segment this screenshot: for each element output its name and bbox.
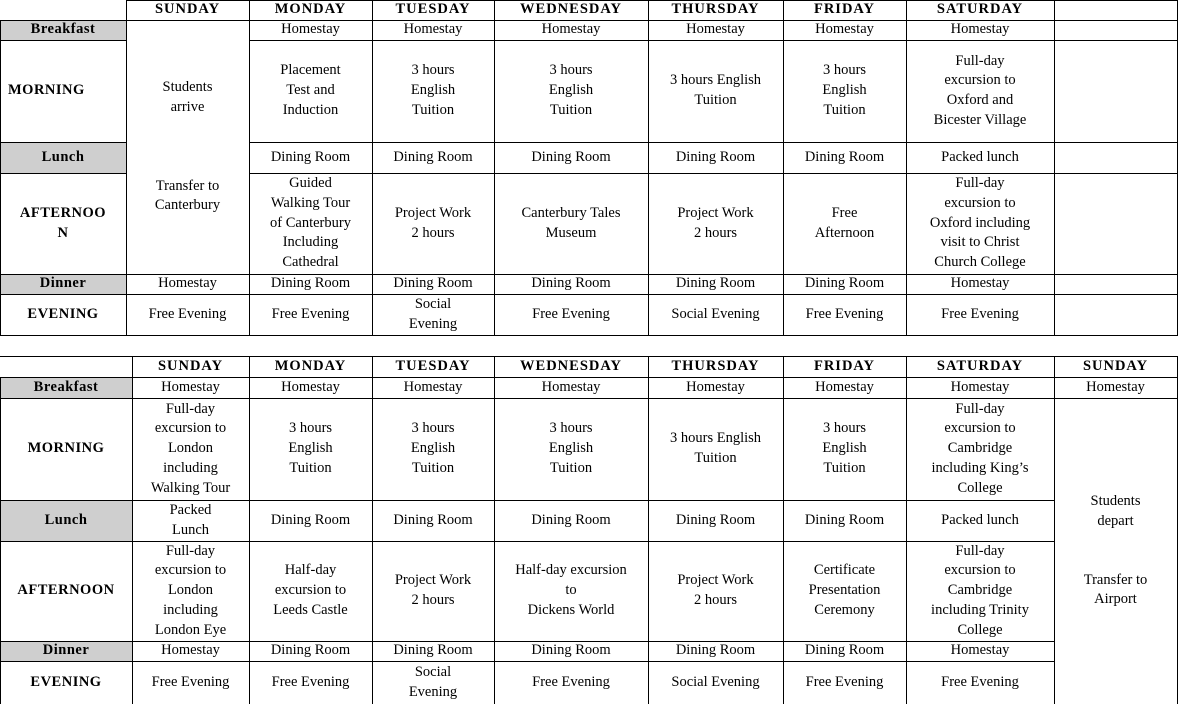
grid-line — [0, 377, 1, 704]
week1-lunch-monday: Dining Room — [270, 148, 351, 165]
week2-breakfast-saturday: Homestay — [950, 378, 1010, 395]
week2-afternoon-friday: Certificate Presentation Ceremony — [808, 562, 881, 618]
week2-morning-thursday: 3 hours English Tuition — [669, 430, 762, 466]
week1-evening-wednesday: Free Evening — [532, 305, 610, 322]
grid-line — [783, 356, 784, 704]
week2-lunch-friday: Dining Room — [804, 511, 885, 528]
grid-line — [132, 356, 133, 704]
grid-line — [372, 0, 373, 336]
week2-breakfast-tuesday: Homestay — [403, 378, 463, 395]
week1-morning-saturday: Full-day excursion to Oxford and Bicester Village — [933, 52, 1027, 128]
week2-label-afternoon: AFTERNOON — [17, 582, 115, 599]
week1-lunch-tuesday: Dining Room — [393, 148, 473, 165]
week1-lunch-thursday: Dining Room — [675, 148, 756, 165]
grid-line — [0, 142, 127, 143]
week1-breakfast-saturday: Homestay — [950, 21, 1010, 38]
week2-lunch-tuesday: Dining Room — [393, 511, 473, 528]
week2-lunch-thursday: Dining Room — [675, 511, 756, 528]
week1-breakfast-monday: Homestay — [281, 21, 340, 38]
grid-line — [249, 40, 1178, 41]
week1-breakfast-tuesday: Homestay — [403, 21, 463, 38]
week1-morning-friday: 3 hours English Tuition — [822, 62, 867, 118]
grid-line — [0, 641, 1055, 642]
week1-afternoon-thursday: Project Work 2 hours — [677, 204, 754, 241]
week1-lunch-wednesday: Dining Room — [531, 148, 611, 165]
week2-morning-tuesday: 3 hours English Tuition — [410, 420, 456, 476]
week1-header-tuesday: TUESDAY — [395, 1, 471, 18]
week2-breakfast-sunday-2: Homestay — [1086, 378, 1145, 395]
grid-line — [648, 0, 649, 336]
week1-evening-thursday: Social Evening — [671, 305, 760, 322]
week2-dinner-friday: Dining Room — [804, 642, 885, 659]
week2-dinner-sunday: Homestay — [161, 642, 220, 659]
week2-header-sunday-2: SUNDAY — [1082, 357, 1149, 374]
week1-dinner-tuesday: Dining Room — [393, 275, 473, 292]
grid-line — [494, 356, 495, 704]
week2-lunch-monday: Dining Room — [270, 511, 351, 528]
grid-line — [648, 356, 649, 704]
week1-breakfast-wednesday: Homestay — [541, 21, 601, 38]
grid-line — [0, 40, 127, 41]
week2-breakfast-friday: Homestay — [815, 378, 874, 395]
week2-header-monday: MONDAY — [274, 357, 347, 374]
week2-breakfast-sunday: Homestay — [161, 378, 220, 395]
week1-dinner-wednesday: Dining Room — [531, 275, 611, 292]
week1-dinner-sunday: Homestay — [158, 275, 217, 292]
week2-dinner-saturday: Homestay — [950, 642, 1010, 659]
week1-header-thursday: THURSDAY — [671, 1, 760, 18]
week2-sunday-departure: Students depart Transfer to Airport — [1083, 492, 1148, 608]
grid-line — [0, 274, 1178, 275]
week2-header-friday: FRIDAY — [813, 357, 876, 374]
week1-morning-tuesday: 3 hours English Tuition — [410, 62, 456, 118]
week1-lunch-saturday: Packed lunch — [941, 148, 1019, 165]
grid-line — [132, 356, 1178, 357]
grid-line — [249, 142, 1178, 143]
grid-line — [0, 20, 1, 336]
week1-evening-monday: Free Evening — [271, 305, 350, 322]
week2-morning-wednesday: 3 hours English Tuition — [548, 420, 594, 476]
grid-line — [0, 335, 1178, 336]
grid-line — [906, 0, 907, 336]
grid-line — [0, 500, 1055, 501]
week2-morning-friday: 3 hours English Tuition — [822, 420, 867, 476]
week1-evening-sunday: Free Evening — [148, 305, 227, 322]
week1-evening-tuesday: Social Evening — [408, 295, 458, 332]
week2-evening-tuesday: Social Evening — [408, 663, 458, 700]
grid-line — [372, 356, 373, 704]
week2-lunch-saturday: Packed lunch — [941, 511, 1019, 528]
week1-label-dinner: Dinner — [0, 274, 126, 294]
grid-line — [0, 294, 1178, 295]
week2-evening-saturday: Free Evening — [941, 673, 1019, 690]
grid-line — [0, 20, 1178, 21]
week2-dinner-tuesday: Dining Room — [393, 642, 473, 659]
week1-header-friday: FRIDAY — [813, 1, 876, 18]
week1-afternoon-tuesday: Project Work 2 hours — [394, 204, 472, 241]
grid-line — [126, 0, 127, 336]
grid-line — [0, 356, 133, 357]
grid-line — [783, 0, 784, 336]
week2-header-saturday: SATURDAY — [936, 357, 1024, 374]
week1-header-monday: MONDAY — [274, 1, 347, 18]
week2-breakfast-thursday: Homestay — [686, 378, 745, 395]
week2-dinner-thursday: Dining Room — [675, 642, 756, 659]
grid-line — [0, 661, 1055, 662]
week2-lunch-wednesday: Dining Room — [531, 511, 611, 528]
week1-afternoon-friday: Free Afternoon — [814, 204, 875, 241]
week1-header-saturday: SATURDAY — [936, 1, 1024, 18]
week1-label-lunch: Lunch — [0, 142, 126, 173]
week1-afternoon-wednesday: Canterbury Tales Museum — [521, 204, 621, 241]
week2-evening-friday: Free Evening — [805, 673, 884, 690]
week2-label-dinner: Dinner — [0, 641, 132, 661]
week2-evening-sunday: Free Evening — [151, 673, 230, 690]
week1-lunch-friday: Dining Room — [804, 148, 885, 165]
week1-evening-saturday: Free Evening — [941, 305, 1019, 322]
week2-label-evening: EVENING — [30, 673, 102, 690]
grid-line — [249, 356, 250, 704]
grid-line — [126, 0, 1178, 1]
week1-sunday-arrival: Students arrive Transfer to Canterbury — [154, 79, 221, 214]
week2-evening-wednesday: Free Evening — [532, 673, 610, 690]
week2-morning-monday: 3 hours English Tuition — [288, 420, 333, 476]
week1-dinner-monday: Dining Room — [270, 275, 351, 292]
week2-label-lunch: Lunch — [0, 500, 132, 541]
week1-dinner-thursday: Dining Room — [675, 275, 756, 292]
week1-label-afternoon: AFTERNOO N — [19, 204, 107, 241]
week1-morning-wednesday: 3 hours English Tuition — [548, 62, 594, 118]
week2-morning-saturday: Full-day excursion to Cambridge including King’s College — [931, 400, 1029, 496]
week1-morning-thursday: 3 hours English Tuition — [669, 72, 762, 108]
week1-afternoon-monday: Guided Walking Tour of Canterbury Including Cathedral — [270, 175, 351, 271]
week1-afternoon-saturday: Full-day excursion to Oxford including visit to Christ Church College — [929, 175, 1031, 271]
week2-evening-monday: Free Evening — [271, 673, 350, 690]
grid-line — [0, 173, 127, 174]
week1-dinner-saturday: Homestay — [950, 275, 1010, 292]
week1-header-sunday: SUNDAY — [154, 1, 221, 18]
week1-breakfast-friday: Homestay — [815, 21, 874, 38]
week1-header-wednesday: WEDNESDAY — [520, 1, 622, 18]
grid-line — [0, 541, 1055, 542]
week2-breakfast-wednesday: Homestay — [541, 378, 601, 395]
week1-dinner-friday: Dining Room — [804, 275, 885, 292]
grid-line — [0, 398, 1178, 399]
week2-morning-sunday: Full-day excursion to London including Walking Tour — [150, 400, 231, 496]
grid-line — [249, 0, 250, 336]
week2-label-breakfast: Breakfast — [0, 377, 132, 398]
week2-afternoon-tuesday: Project Work 2 hours — [394, 572, 472, 608]
week2-afternoon-thursday: Project Work 2 hours — [677, 572, 754, 608]
week2-dinner-wednesday: Dining Room — [531, 642, 611, 659]
week1-morning-monday: Placement Test and Induction — [280, 62, 341, 118]
grid-line — [494, 0, 495, 336]
week2-breakfast-monday: Homestay — [281, 378, 340, 395]
week2-afternoon-wednesday: Half-day excursion to Dickens World — [515, 562, 627, 618]
grid-line — [906, 356, 907, 704]
week1-evening-friday: Free Evening — [805, 305, 884, 322]
week2-header-thursday: THURSDAY — [671, 357, 760, 374]
grid-line — [1054, 0, 1055, 336]
week2-afternoon-monday: Half-day excursion to Leeds Castle — [273, 562, 348, 618]
week2-afternoon-sunday: Full-day excursion to London including London Eye — [154, 542, 227, 638]
grid-line — [1054, 356, 1055, 704]
week2-dinner-monday: Dining Room — [270, 642, 351, 659]
week1-breakfast-thursday: Homestay — [686, 21, 745, 38]
week2-header-sunday: SUNDAY — [157, 357, 224, 374]
week1-label-breakfast: Breakfast — [0, 20, 126, 40]
grid-line — [0, 377, 1178, 378]
week2-header-tuesday: TUESDAY — [395, 357, 471, 374]
grid-line — [249, 173, 1178, 174]
week2-afternoon-saturday: Full-day excursion to Cambridge including Trinity College — [931, 542, 1029, 638]
week2-header-wednesday: WEDNESDAY — [520, 357, 622, 374]
week2-label-morning: MORNING — [27, 440, 105, 457]
week2-lunch-sunday: Packed Lunch — [169, 501, 212, 538]
week1-label-morning: MORNING — [8, 82, 85, 99]
week1-label-evening: EVENING — [27, 305, 99, 322]
week2-evening-thursday: Social Evening — [671, 673, 760, 690]
